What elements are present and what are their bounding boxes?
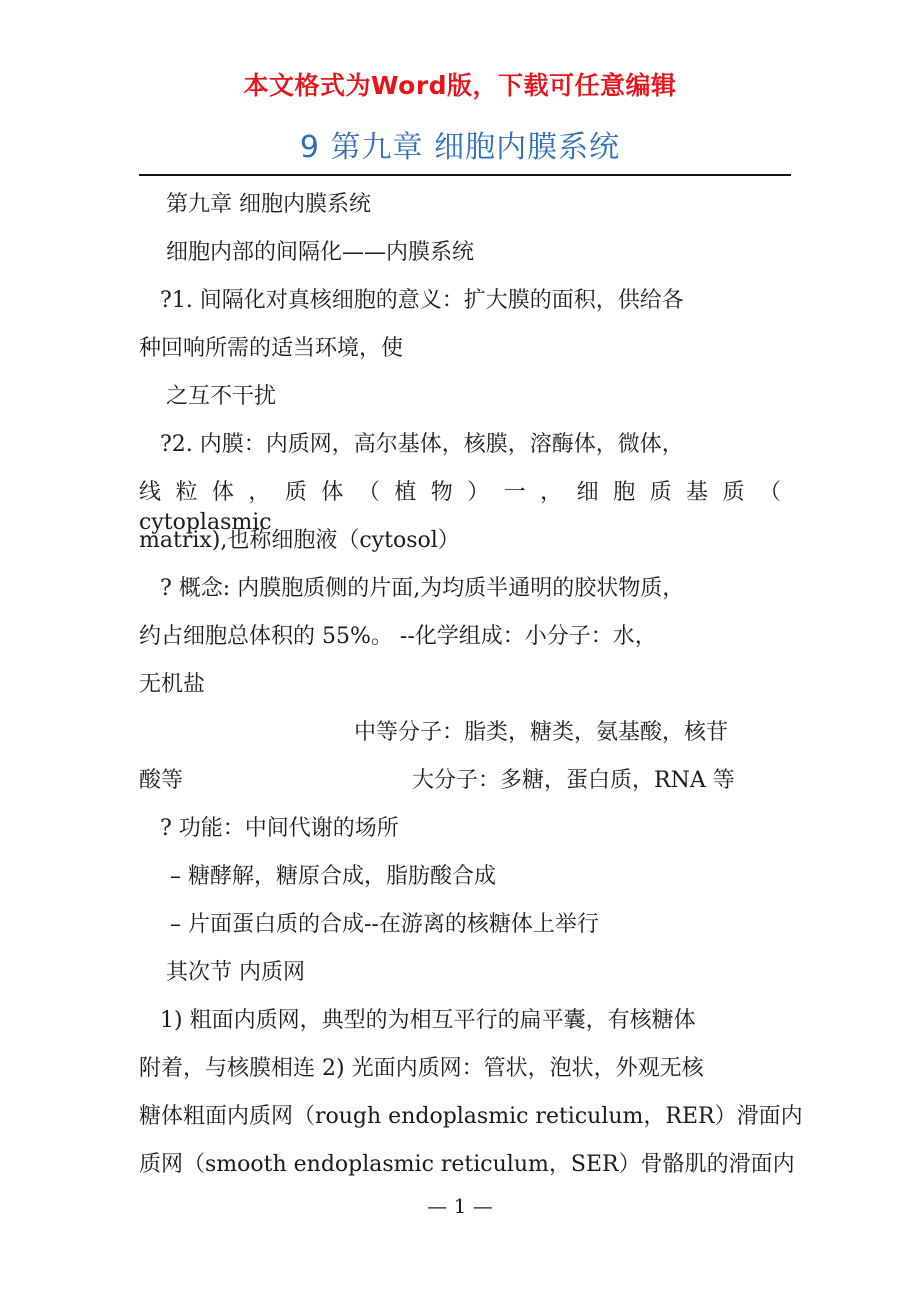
page-number: — 1 — xyxy=(427,1194,493,1218)
body-line: 中等分子：脂类，糖类，氨基酸，核苷 xyxy=(354,720,729,745)
body-line: matrix),也称细胞液（cytosol） xyxy=(139,528,460,553)
body-line: 附着，与核膜相连 2) 光面内质网：管状，泡状，外观无核 xyxy=(139,1056,704,1081)
body-line: 约占细胞总体积的 55%。 --化学组成：小分子：水， xyxy=(139,624,657,649)
body-line: ?1. 间隔化对真核细胞的意义：扩大膜的面积，供给各 xyxy=(160,288,684,313)
body-line: ? 功能：中间代谢的场所 xyxy=(160,816,399,841)
body-line: 酸等 xyxy=(139,768,184,793)
body-line: 糖体粗面内质网（rough endoplasmic reticulum，RER）滑面内 xyxy=(139,1104,803,1129)
body-line: 之互不干扰 xyxy=(166,384,277,409)
download-banner: 本文格式为Word版，下载可任意编辑 xyxy=(243,71,677,100)
body-line: – 片面蛋白质的合成--在游离的核糖体上举行 xyxy=(170,912,599,937)
body-line: 质网（smooth endoplasmic reticulum，SER）骨骼肌的滑面内 xyxy=(139,1152,795,1177)
body-line: – 糖酵解，糖原合成，脂肪酸合成 xyxy=(170,864,496,889)
body-line: 第九章 细胞内膜系统 xyxy=(166,192,371,217)
document-title: 9 第九章 细胞内膜系统 xyxy=(299,130,621,165)
body-line: 线 粒 体 ， 质 体 （ 植 物 ） 一 ， 细 胞 质 基 质 （ cytoplasmic xyxy=(139,480,781,535)
body-line: 细胞内部的间隔化——内膜系统 xyxy=(166,240,475,265)
body-line: ? 概念: 内膜胞质侧的片面,为均质半通明的胶状物质， xyxy=(160,576,685,601)
section-heading: 其次节 内质网 xyxy=(166,960,305,985)
body-line: 无机盐 xyxy=(139,672,206,697)
body-line: 种回响所需的适当环境，使 xyxy=(139,336,404,361)
body-line: ?2. 内膜：内质网，高尔基体，核膜，溶酶体，微体， xyxy=(160,432,684,457)
title-divider xyxy=(139,174,791,176)
body-line: 1) 粗面内质网，典型的为相互平行的扁平囊，有核糖体 xyxy=(160,1008,696,1033)
body-line: 大分子：多糖，蛋白质，RNA 等 xyxy=(412,768,735,793)
